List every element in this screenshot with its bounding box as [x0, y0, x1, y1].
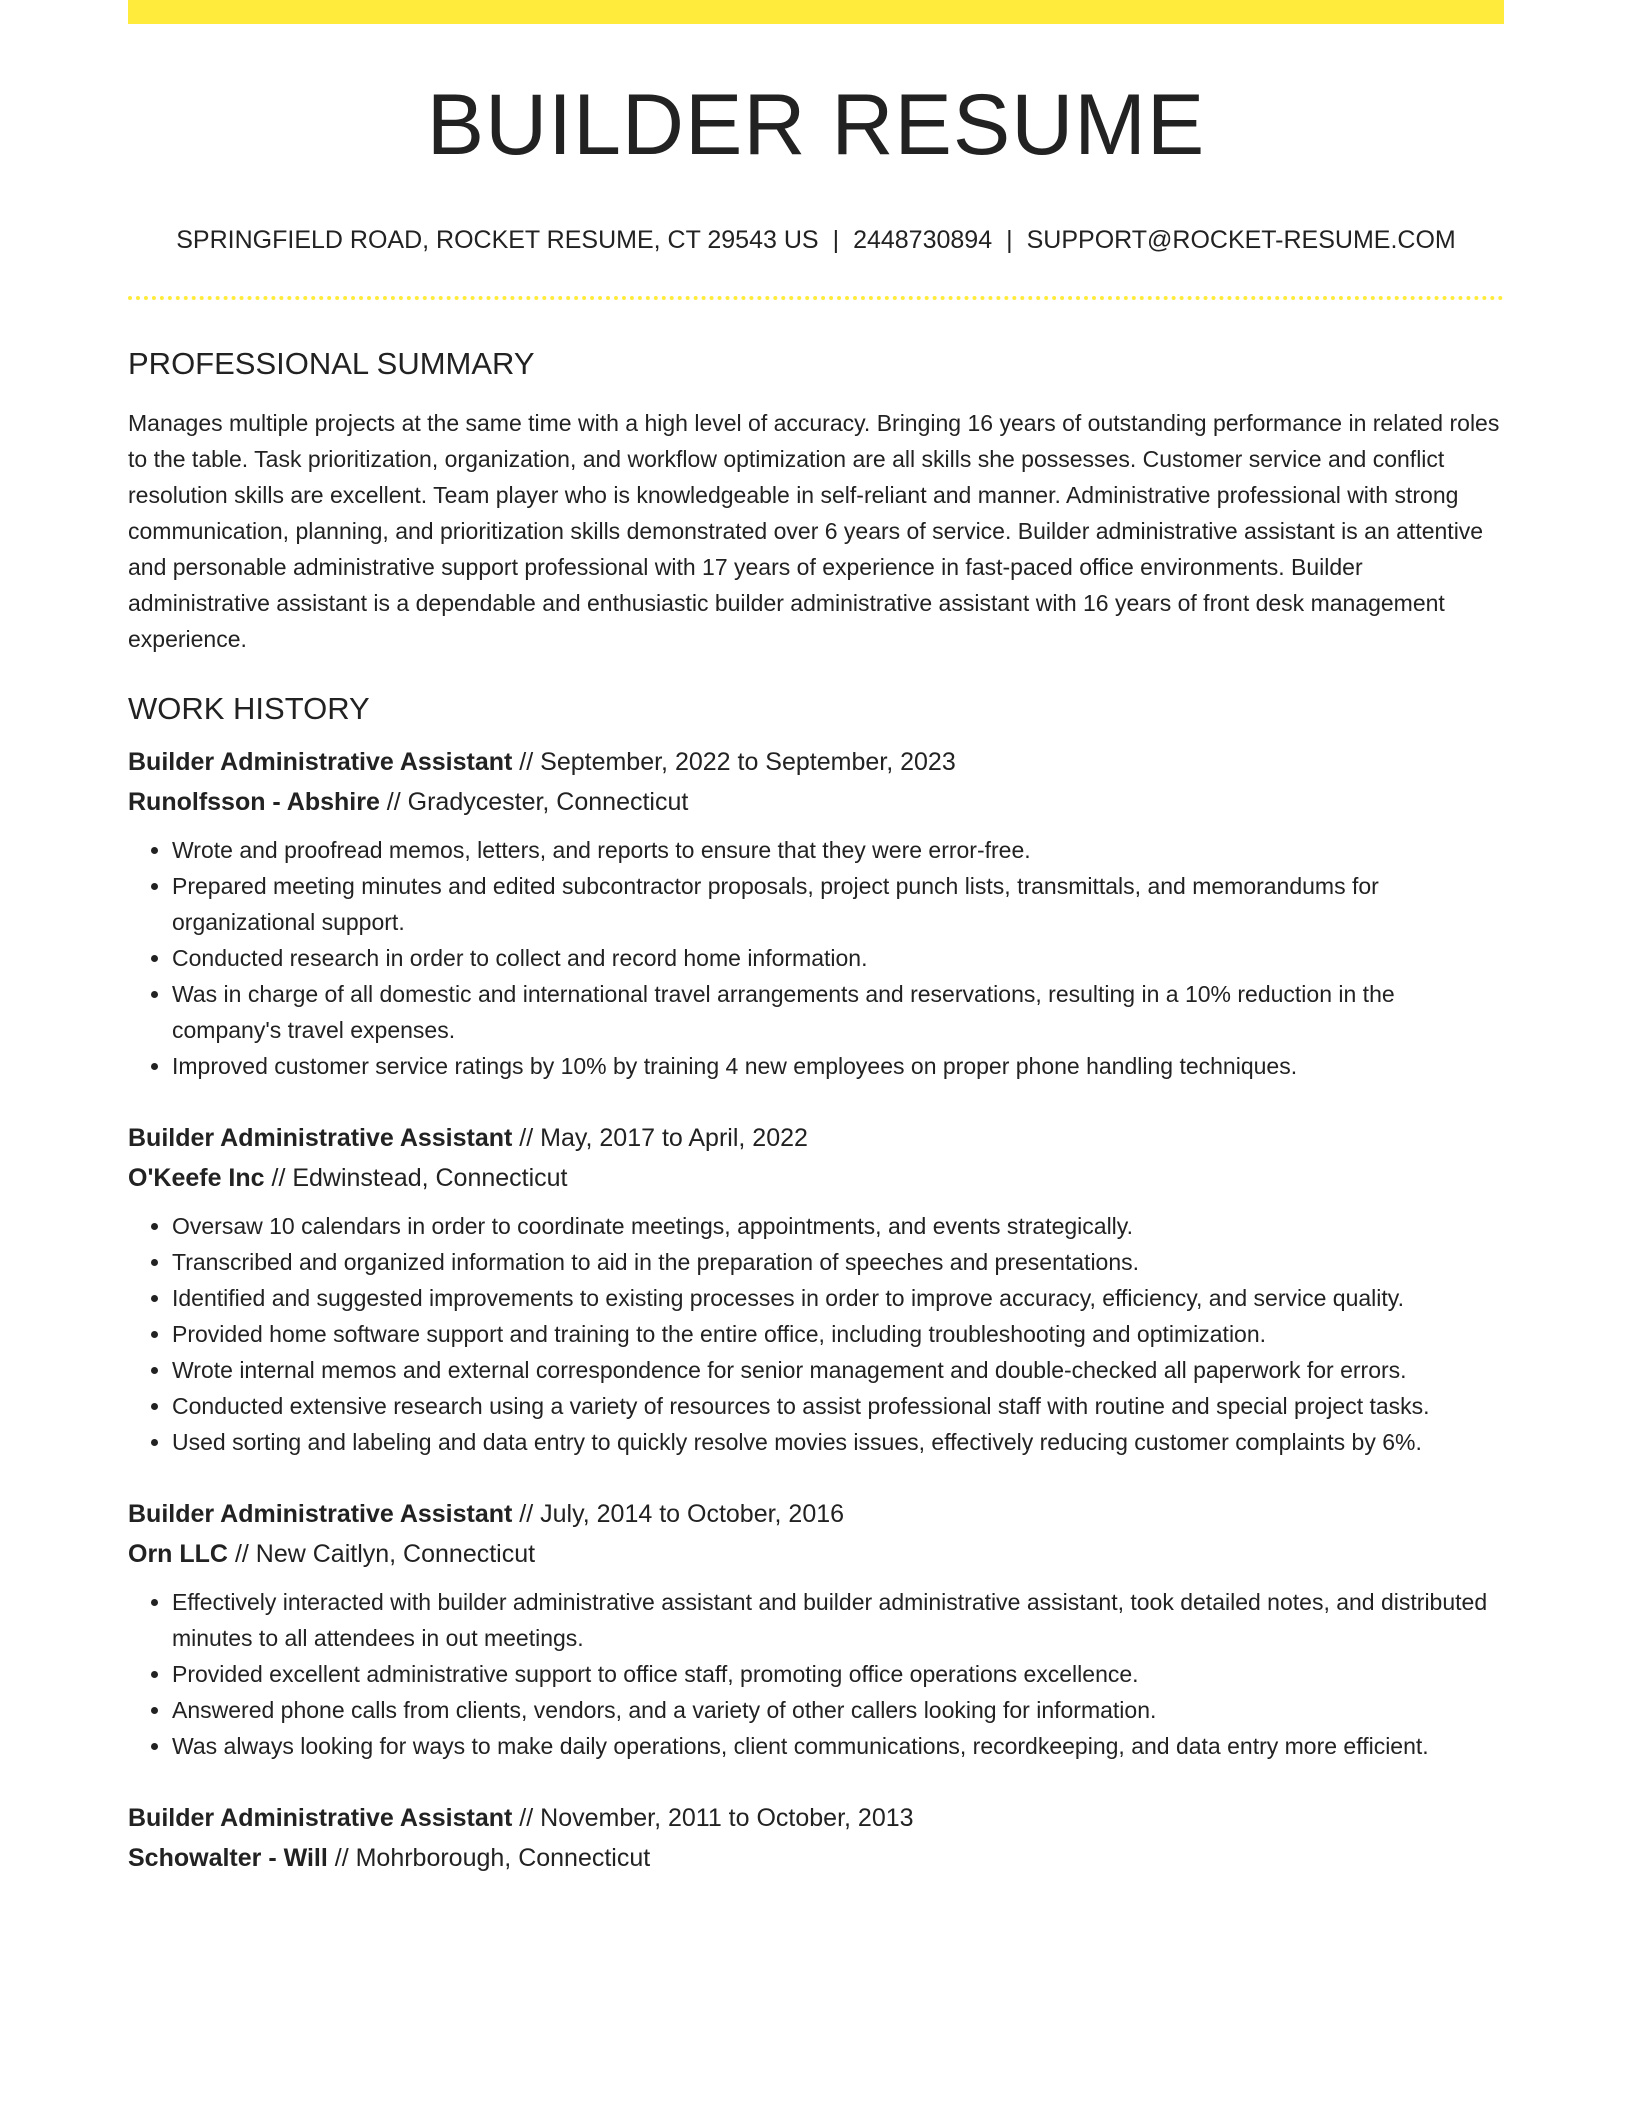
contact-line [128, 228, 1504, 253]
job-bullet: • Wrote internal memos and external correspondence for senior management and double-checked all paperwork for errors. [172, 1352, 1504, 1388]
resume-page [128, 0, 1504, 1878]
job-bullet: • Effectively interacted with builder administrative assistant and builder administrative assistant, took detailed notes, and distributed minutes to all attendees in out meetings. [172, 1584, 1504, 1656]
job-bullet: • Provided excellent administrative support to office staff, promoting office operations excellence. [172, 1656, 1504, 1692]
job-bullet: • Conducted research in order to collect and record home information. [172, 940, 1504, 976]
contact-address: SPRINGFIELD ROAD, ROCKET RESUME, CT 29543 US [176, 226, 819, 254]
job-bullet: • Wrote and proofread memos, letters, and reports to ensure that they were error-free. [172, 832, 1504, 868]
job-company-line [128, 1534, 1504, 1574]
job-entry [128, 742, 1504, 1084]
job-role: Builder Administrative Assistant [128, 1124, 513, 1152]
work-history-heading: WORK HISTORY [128, 691, 370, 726]
job-bullet: • Identified and suggested improvements to existing processes in order to improve accuracy, efficiency, and service quality. [172, 1280, 1504, 1316]
job-dates: // May, 2017 to April, 2022 [512, 1124, 808, 1152]
job-bullet: • Transcribed and organized information to aid in the preparation of speeches and presentations. [172, 1244, 1504, 1280]
contact-separator: | [832, 226, 840, 254]
job-company: Orn LLC [128, 1540, 228, 1568]
job-dates: // September, 2022 to September, 2023 [512, 748, 956, 776]
job-role: Builder Administrative Assistant [128, 1804, 513, 1832]
job-bullet: • Prepared meeting minutes and edited subcontractor proposals, project punch lists, transmittals, and memorandums for organizational support. [172, 868, 1504, 940]
job-location: // Mohrborough, Connecticut [327, 1844, 651, 1872]
job-role: Builder Administrative Assistant [128, 1500, 513, 1528]
summary-text: Manages multiple projects at the same time with a high level of accuracy. Bringing 16 years of outstanding performance in related roles to the table. Task prioritization, organization, and workflow optimization are all skills she possesses. Customer service and conflict resolution skills are excellent. Team player who is knowledgeable in self-reliant and manner. Administrative professional with strong communication, planning, and prioritization skills demonstrated over 6 years of service. Builder administrative assistant is an attentive and personable administrative support professional with 17 years of experience in fast-paced office environments. Builder administrative assistant is a dependable and enthusiastic builder administrative assistant with 16 years of front desk management experience. [128, 410, 1500, 652]
job-company: O'Keefe Inc [128, 1164, 265, 1192]
job-bullet: • Improved customer service ratings by 10% by training 4 new employees on proper phone handling techniques. [172, 1048, 1504, 1084]
top-accent-bar [128, 0, 1504, 24]
job-bullet: • Was always looking for ways to make daily operations, client communications, recordkeeping, and data entry more efficient. [172, 1728, 1504, 1764]
job-bullet: • Was in charge of all domestic and international travel arrangements and reservations, resulting in a 10% reduction in the company's travel expenses. [172, 976, 1504, 1048]
job-bullet: • Oversaw 10 calendars in order to coordinate meetings, appointments, and events strategically. [172, 1208, 1504, 1244]
job-bullets [128, 1584, 1504, 1764]
job-company: Runolfsson - Abshire [128, 788, 380, 816]
resume-name: BUILDER RESUME [426, 77, 1206, 173]
job-entry [128, 1118, 1504, 1460]
job-title-line [128, 742, 1504, 782]
job-bullets [128, 1208, 1504, 1460]
job-location: // New Caitlyn, Connecticut [228, 1540, 536, 1568]
contact-phone: 2448730894 [853, 226, 993, 254]
job-bullet: • Provided home software support and training to the entire office, including troubleshooting and optimization. [172, 1316, 1504, 1352]
job-bullets [128, 832, 1504, 1084]
contact-email: SUPPORT@ROCKET-RESUME.COM [1026, 226, 1456, 254]
job-company: Schowalter - Will [128, 1844, 328, 1872]
job-bullet: • Conducted extensive research using a variety of resources to assist professional staff with routine and special project tasks. [172, 1388, 1504, 1424]
job-title-line [128, 1798, 1504, 1838]
job-location: // Edwinstead, Connecticut [264, 1164, 568, 1192]
job-title-line [128, 1494, 1504, 1534]
summary-heading: PROFESSIONAL SUMMARY [128, 346, 535, 381]
job-entry [128, 1494, 1504, 1764]
job-role: Builder Administrative Assistant [128, 748, 513, 776]
job-bullet: • Answered phone calls from clients, vendors, and a variety of other callers looking for information. [172, 1692, 1504, 1728]
job-company-line [128, 1838, 1504, 1878]
job-company-line [128, 782, 1504, 822]
job-location: // Gradycester, Connecticut [379, 788, 689, 816]
job-dates: // July, 2014 to October, 2016 [512, 1500, 845, 1528]
job-title-line [128, 1118, 1504, 1158]
job-dates: // November, 2011 to October, 2013 [512, 1804, 914, 1832]
contact-separator: | [1006, 226, 1013, 254]
dotted-divider [128, 296, 1504, 300]
job-company-line [128, 1158, 1504, 1198]
job-entry [128, 1798, 1504, 1878]
job-bullet: • Used sorting and labeling and data entry to quickly resolve movies issues, effectively reducing customer complaints by 6%. [172, 1424, 1504, 1460]
